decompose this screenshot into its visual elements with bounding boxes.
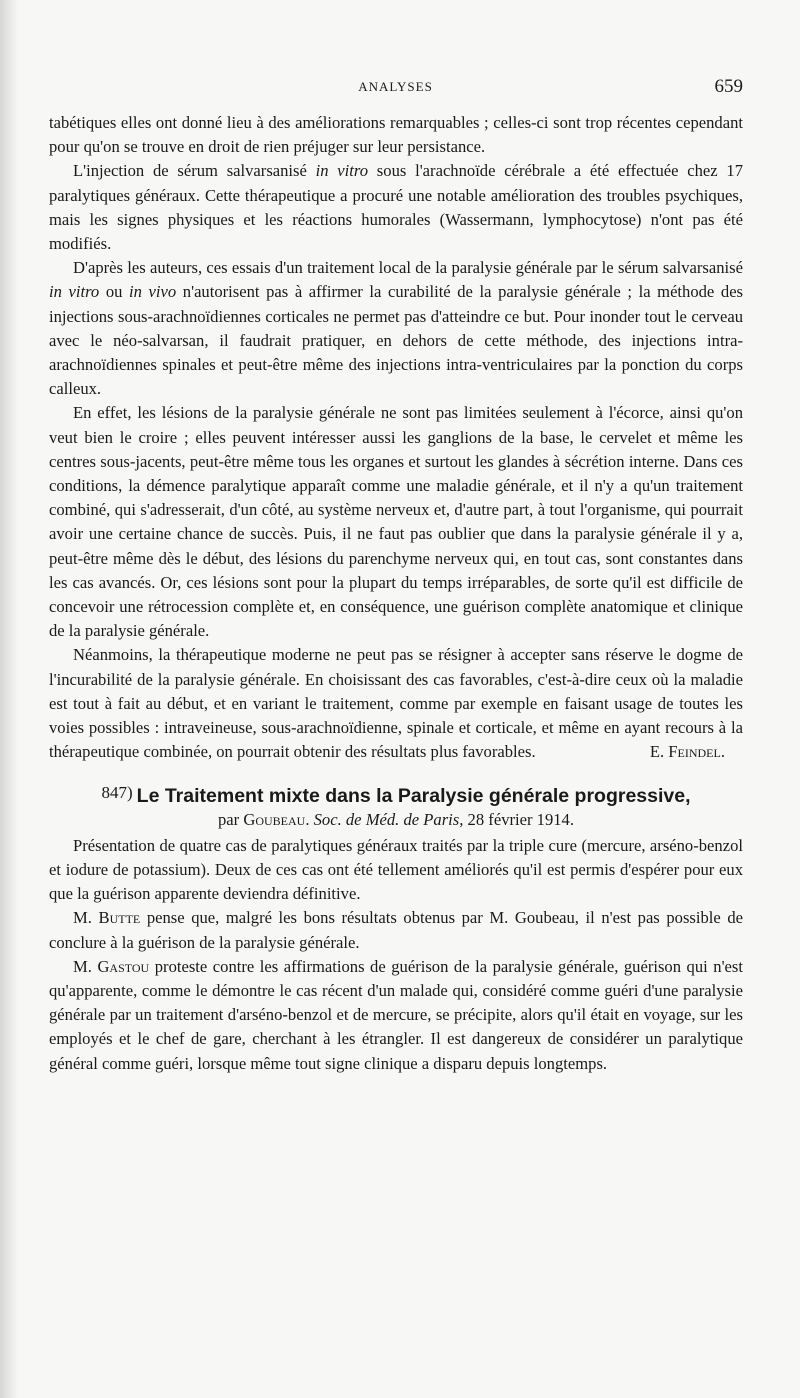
- person-name: Gastou: [97, 956, 150, 976]
- text-run: pense que, malgré les bons résultats obtenus par M. Goubeau, il n'est pas possible de conclure à la guérison de la paralysie générale.: [49, 908, 743, 952]
- italic-term: in vitro: [49, 282, 100, 302]
- paragraph: [49, 159, 743, 256]
- paragraph: Présentation de quatre cas de paralytiques généraux traités par la triple cure (mercure, arséno-benzol et iodure de potassium). Deux de ces cas ont été tellement améliorés qu'il est permis d'espérer pour eux que la guérison apparente deviendra définitive.: [49, 835, 743, 904]
- main-text: [49, 111, 743, 1076]
- text-run: n'autorisent pas à affirmer la curabilité de la paralysie générale ; la méthode des injections sous-arachnoïdiennes corticales ne permet pas d'atteindre ce but. Pour inonder tout le cerveau avec le néo-salvarsan, il faudrait pratiquer, en dehors de cette méthode, des injections intra-arachnoïdiennes spinales et peut-être même des injections intra-ventriculaires par la ponction du corps calleux.: [49, 282, 744, 399]
- italic-term: in vitro: [315, 161, 369, 181]
- signature: E. Feindel.: [649, 742, 725, 762]
- paragraph: [49, 955, 743, 1076]
- paragraph: [49, 256, 743, 401]
- text-run: proteste contre les affirmations de guérison de la paralysie générale, guérison qui n'est qu'apparente, comme le démontre le cas récent d'un malade qui, considéré comme guéri d'une paralysie générale par un traitement d'arséno-benzol et de mercure, se précipite, alors qu'il était en voyage, sur les employés et le chef de gare, cherchant à les étrangler. Il est dangereux de considérer un paralytique général comme guéri, lorsque même tout signe clinique a disparu depuis longtemps.: [49, 956, 743, 1073]
- text-run: D'après les auteurs, ces essais d'un traitement local de la paralysie générale par le sérum salvarsanisé: [73, 258, 743, 278]
- text-run: ou: [99, 282, 130, 302]
- article-byline: [49, 808, 743, 832]
- paragraph: [49, 906, 743, 954]
- text-run: sous l'arachnoïde cérébrale a été effectuée chez 17 paralytiques généraux. Cette thérapeutique a procuré une notable amélioration des troubles psychiques, mais les signes physiques et les réactions humorales (Wassermann, lymphocytose) n'ont pas été modifiés.: [49, 161, 744, 254]
- article-number: 847): [101, 782, 133, 802]
- running-title: ANALYSES: [358, 79, 433, 94]
- byline-source: Soc. de Méd. de Paris,: [309, 809, 464, 829]
- text-run: M.: [73, 956, 98, 976]
- text-run: M.: [73, 908, 99, 928]
- page-number: 659: [714, 76, 743, 97]
- paragraph: Néanmoins, la thérapeutique moderne ne peut pas se résigner à accepter sans réserve le dogme de l'incurabilité de la paralysie générale. En choisissant des cas favorables, c'est-à-dire ceux où la maladie est tout à fait au début, et en variant le traitement, comme par exemple en faisant usage de toutes les voies possibles : intraveineuse, sous-arachnoïdienne, spinale et corticale, et même en ayant recours à la thérapeutique combinée, on pourrait obtenir des résultats plus favorables.: [49, 645, 743, 762]
- page-edge-shadow: [0, 0, 18, 1398]
- byline-date: 28 février 1914.: [463, 809, 574, 829]
- italic-term: in vivo: [129, 282, 177, 302]
- page-header: [48, 76, 743, 100]
- article-title: [49, 781, 743, 808]
- paragraph: tabétiques elles ont donné lieu à des améliorations remarquables ; celles-ci sont trop récentes cependant pour qu'on se trouve en droit de rien préjuger sur leur persistance.: [49, 113, 743, 157]
- article-title-text: Le Traitement mixte dans la Paralysie générale progressive,: [136, 784, 691, 807]
- person-name: Butte: [98, 908, 141, 928]
- text-run: L'injection de sérum salvarsanisé: [73, 161, 316, 181]
- byline-prefix: par: [218, 809, 244, 829]
- paragraph: En effet, les lésions de la paralysie générale ne sont pas limitées seulement à l'écorce, ainsi qu'on veut bien le croire ; elles peuvent intéresser aussi les ganglions de la base, le cervelet et même les centres sous-jacents, peut-être même tous les organes et surtout les glandes à sécrétion interne. Dans ces conditions, la démence paralytique apparaît comme une maladie générale, et il n'y a qu'un traitement combiné, qui s'adresserait, d'un côté, au système nerveux et, d'autre part, à tout l'organisme, qui pourrait avoir une certaine chance de succès. Puis, il ne faut pas oublier que dans la paralysie générale il y a, peut-être même dès le début, des lésions du parenchyme nerveux qui, en tout cas, sont constantes dans les cas avancés. Or, ces lésions sont pour la plupart du temps irréparables, de sorte qu'il est difficile de concevoir une rétrocession complète et, en conséquence, une guérison complète anatomique et clinique de la paralysie générale.: [49, 403, 743, 641]
- byline-author: Goubeau.: [243, 809, 310, 829]
